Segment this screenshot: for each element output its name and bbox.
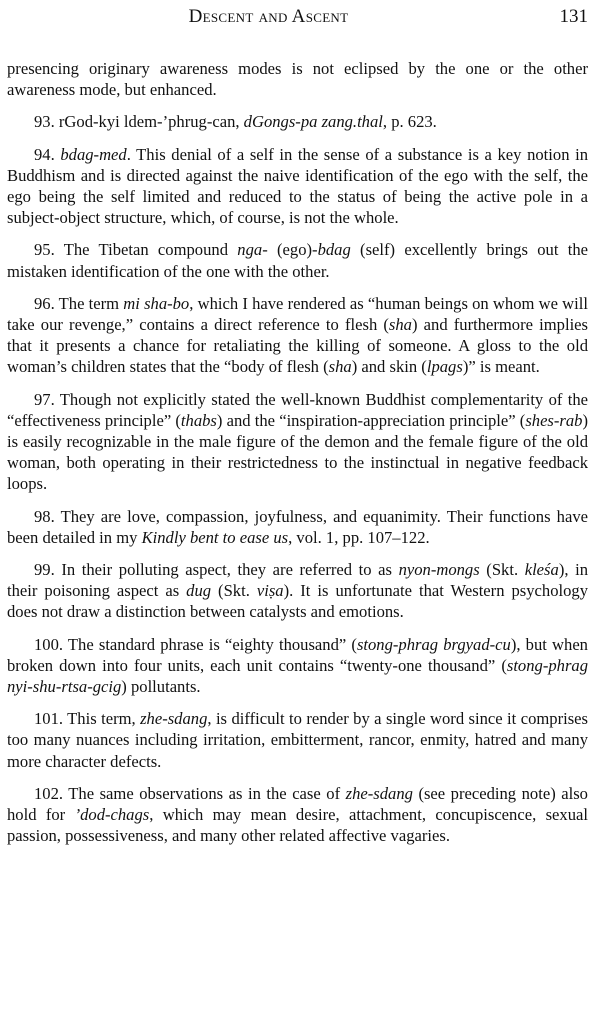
note-100: 100. The standard phrase is “eighty thousand” (stong-phrag brgyad-cu), but when broken down into four units, each unit contains “twenty-one thousand” (stong-phrag nyi-shu-rtsa-gcig) pollutants. (7, 634, 588, 697)
note-96: 96. The term mi sha-bo, which I have rendered as “human beings on whom we will take our revenge,” contains a direct reference to flesh (sha) and furthermore implies that it presents a chance for retaliating the killing of someone. A gloss to the old woman’s children states that the “body of flesh (sha) and skin (lpags)” is meant. (7, 293, 589, 377)
note-94: 94. bdag-med. This denial of a self in the sense of a substance is a key notion in Buddhism and is directed against the naive identification of the ego with the self, the ego being the self limited and reduced to the status of being the active pole in a subject-object structure, which, of course, is not the whole. (7, 144, 589, 228)
page-header (7, 6, 588, 32)
page-number: 131 (559, 6, 588, 27)
note-99: 99. In their polluting aspect, they are referred to as nyon-mongs (Skt. kleśa), in their poisoning aspect as dug (Skt. viṣa). It is unfortunate that Western psychology does not draw a distinction between catalysts and emotions. (7, 560, 588, 622)
note-95: 95. The Tibetan compound nga- (ego)-bdag (self) excellently brings out the mistaken identification of the one with the other. (7, 240, 589, 281)
note-97: 97. Though not explicitly stated the well-known Buddhist complementarity of the “effectiveness principle” (thabs) and the “inspiration-appreciation principle” (shes-rab) is easily recognizable in the male figure of the demon and the female figure of the old woman, both operating in their restrictedness to the instinctual in negative feedback loops. (7, 389, 588, 494)
note-102: 102. The same observations as in the case of zhe-sdang (see preceding note) also hold for ’dod-chags, which may mean desire, attachment, concupiscence, sexual passion, possessiveness, and many other related affective vagaries. (7, 783, 588, 846)
continued-paragraph: presencing originary awareness modes is not eclipsed by the one or the other awareness mode, but enhanced. (7, 59, 588, 100)
note-93: 93. rGod-kyi ldem-’phrug-can, dGongs-pa zang.thal, p. 623. (34, 112, 437, 132)
running-head: Descent and Ascent (188, 6, 349, 27)
note-101: 101. This term, zhe-sdang, is difficult to render by a single word since it comprises too many nuances including irritation, embitterment, rancor, enmity, hatred and many more character defects. (7, 709, 588, 771)
note-98: 98. They are love, compassion, joyfulness, and equanimity. Their functions have been detailed in my Kindly bent to ease us, vol. 1, pp. 107–122. (7, 506, 588, 547)
